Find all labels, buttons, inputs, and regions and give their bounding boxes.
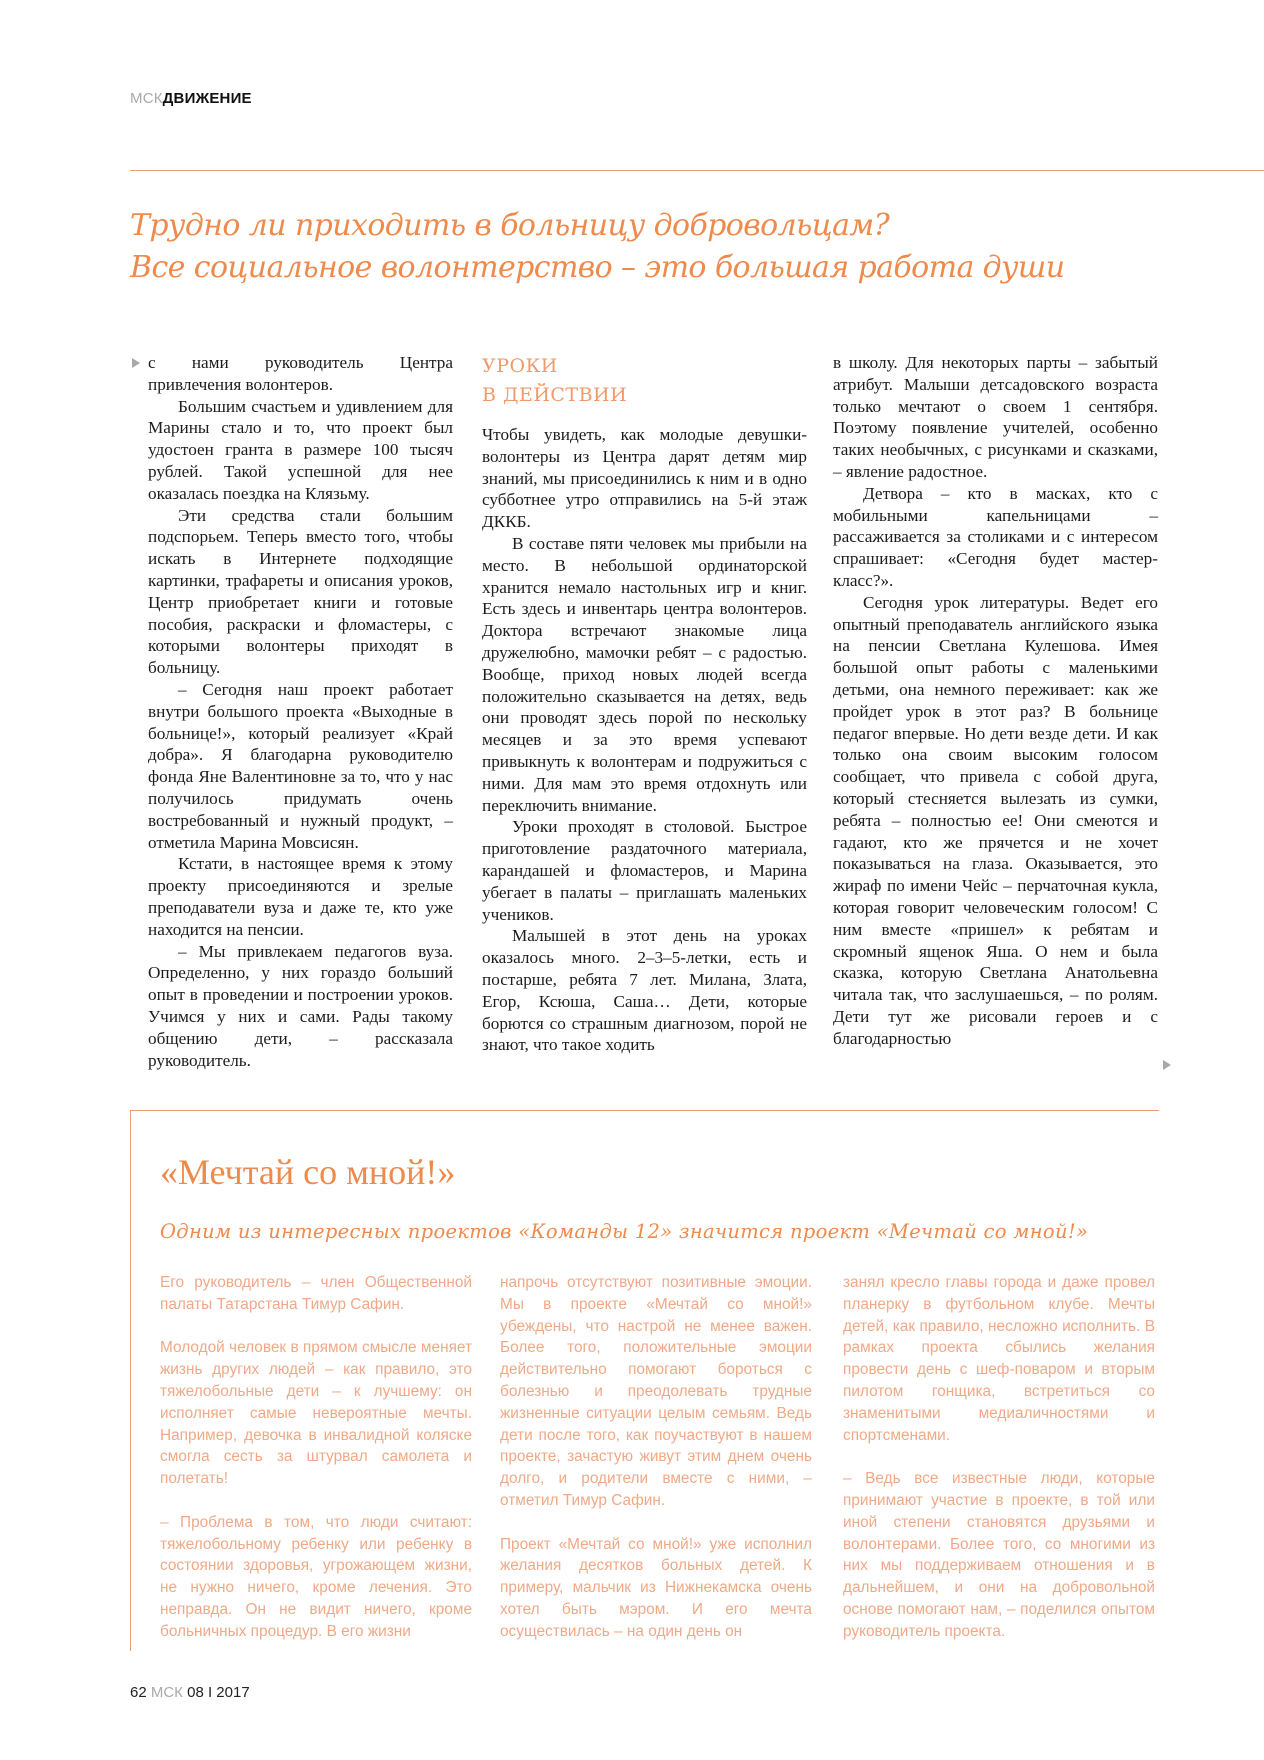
paragraph: Большим счастьем и удивлением для Марины стало и то, что проект был удостоен гранта в размере 100 тысяч рублей. Такой успешной для нее оказалась поездка на Клязьму. xyxy=(148,396,453,503)
paragraph: – Ведь все известные люди, которые принимают участие в проекте, в той или иной степени становятся друзьями и волонтерами. Более того, со многими из них мы поддерживаем отношения и в дальнейшем, и они на добровольной основе помогают нам, – поделился опытом руководитель проекта. xyxy=(843,1470,1155,1640)
issue-date: 08 I 2017 xyxy=(187,1684,250,1701)
headline-line-1: Трудно ли приходить в больницу добровольцам? xyxy=(130,208,890,243)
section-prefix: МСК xyxy=(130,90,163,107)
subheading-line-1: УРОКИ xyxy=(482,355,558,377)
sidebar-box-title: «Мечтай со мной!» xyxy=(160,1152,456,1192)
paragraph: В составе пяти человек мы прибыли на место. В небольшой ординаторской хранится немало настольных игр и книг. Есть здесь и инвентарь центра волонтеров. Доктора встречают знакомые лица дружелюбно, мамочки ребят – с радостью. Вообще, приход новых людей всегда положительно сказывается на детях, ведь они проводят здесь порой по нескольку месяцев и за это время успевают привыкнуть к волонтерам и подружиться с ними. Для мам это время отдохнуть или переключить внимание. xyxy=(482,533,807,815)
subheading-line-2: В ДЕЙСТВИИ xyxy=(482,384,628,406)
paragraph: Проект «Мечтай со мной!» уже исполнил желания десятков больных детей. К примеру, мальчик из Нижнекамска очень хотел быть мэром. И его мечта осуществилась – на один день он xyxy=(500,1535,812,1640)
sidebar-column-3 xyxy=(843,1272,1155,1664)
paragraph: – Сегодня наш проект работает внутри большого проекта «Выходные в больнице!», который реализует «Край добра». Я благодарна руководителю фонда Яне Валентиновне за то, что у нас получилось придумать очень востребованный и нужный продукт, – отметила Марина Мовсисян. xyxy=(148,679,453,852)
paragraph: в школу. Для некоторых парты – забытый атрибут. Малыши детсадовского возраста только мечтают о своем 1 сентября. Поэтому появление учителей, особенно таких необычных, с рисунками и сказками, – явление радостное. xyxy=(833,353,1158,481)
section-name: ДВИЖЕНИЕ xyxy=(162,90,252,107)
continued-from-arrow-icon xyxy=(132,358,140,368)
section-subheading xyxy=(482,352,807,410)
page-number: 62 xyxy=(130,1684,147,1701)
paragraph: занял кресло главы города и даже провел планерку в футбольном клубе. Мечты детей, как правило, несложно исполнить. В рамках проекта сбылись желания провести день с шеф-поваром и вторым пилотом гонщика, встретиться со знаменитыми медиаличностями и спортсменами. xyxy=(843,1274,1155,1444)
paragraph: Эти средства стали большим подспорьем. Теперь вместо того, чтобы искать в Интернете подходящие картинки, трафареты и описания уроков, Центр приобретает книги и готовые пособия, раскраски и фломастеры, с которыми волонтеры приходят в больницу. xyxy=(148,505,453,678)
sidebar-column-1 xyxy=(160,1272,472,1664)
paragraph: с нами руководитель Центра привлечения волонтеров. xyxy=(148,353,453,394)
paragraph: – Мы привлекаем педагогов вуза. Определенно, у них гораздо больший опыт в проведении и построении уроков. Учимся у них и сами. Рады такому общению дети, – рассказала руководитель. xyxy=(148,941,453,1070)
top-divider xyxy=(130,170,1264,171)
paragraph: Кстати, в настоящее время к этому проекту присоединяются и зрелые преподаватели вуза и даже те, кто уже находится на пенсии. xyxy=(148,854,453,939)
paragraph: Молодой человек в прямом смысле меняет жизнь других людей – как правило, это тяжелобольные дети – к лучшему: он исполняет самые невероятные мечты. Например, девочка в инвалидной коляске смогла сесть за штурвал самолета и полетать! xyxy=(160,1339,472,1488)
paragraph: – Проблема в том, что люди считают: тяжелобольному ребенку или ребенку в состоянии здоровья, угрожающем жизни, не нужно ничего, кроме лечения. Это неправда. Он не видит ничего, кроме больничных процедур. В его жизни xyxy=(160,1513,472,1640)
article-column-1 xyxy=(148,352,453,1071)
sidebar-box-lede: Одним из интересных проектов «Команды 12» значится проект «Мечтай со мной!» xyxy=(160,1220,1089,1243)
paragraph: Детвора – кто в масках, кто с мобильными капельницами – рассаживается за столиками и с интересом спрашивает: «Сегодня будет мастер-класс?». xyxy=(833,483,1158,590)
page-footer xyxy=(130,1684,250,1701)
paragraph: Его руководитель – член Общественной палаты Татарстана Тимур Сафин. xyxy=(160,1274,472,1313)
section-tag xyxy=(130,90,252,107)
headline-line-2: Все социальное волонтерство – это большая работа души xyxy=(130,250,1065,285)
paragraph: Малышей в этот день на уроках оказалось много. 2–3–5-летки, есть и постарше, ребята 7 лет. Милана, Злата, Егор, Ксюша, Саша… Дети, которые борются со страшным диагнозом, порой не знают, что такое ходить xyxy=(482,926,807,1055)
article-column-3 xyxy=(833,352,1158,1050)
article-column-2 xyxy=(482,352,807,1056)
paragraph: Уроки проходят в столовой. Быстрое приготовление раздаточного материала, карандашей и фломастеров, и Марина убегает в палаты – приглашать маленьких учеников. xyxy=(482,817,807,924)
paragraph: Чтобы увидеть, как молодые девушки-волонтеры из Центра дарят детям мир знаний, мы присоединились к ним и в одно субботнее утро отправились на 5-й этаж ДККБ. xyxy=(482,425,807,532)
magazine-name: МСК xyxy=(150,1684,183,1701)
headline xyxy=(130,205,1180,289)
paragraph: напрочь отсутствуют позитивные эмоции. Мы в проекте «Мечтай со мной!» убеждены, что настрой не менее важен. Более того, положительные эмоции действительно помогают бороться с болезнью и преодолевать трудные жизненные ситуации целым семьям. Ведь дети после того, как поучаствуют в нашем проекте, зачастую живут этим днем очень долго, и родители вместе с ними, – отметил Тимур Сафин. xyxy=(500,1274,812,1509)
continued-on-arrow-icon xyxy=(1163,1060,1171,1070)
sidebar-column-2 xyxy=(500,1272,812,1664)
paragraph: Сегодня урок литературы. Ведет его опытный преподаватель английского языка на пенсии Светлана Кулешова. Имея большой опыт работы с маленькими детьми, она немного переживает: как же пройдет урок в этот раз? В больнице педагог впервые. Но дети везде дети. И как только она своим высоким голосом сообщает, что привела с собой друга, который стесняется вылезать из сумки, ребята – полностью ее! Они смеются и гадают, кто же прячется и не хочет показываться на глаза. Оказывается, это жираф по имени Чейс – перчаточная кукла, которая говорит человеческим голосом! С ним вместе «пришел» к ребятам и скромный ященок Яша. О нем и была сказка, которую Светлана Анатольевна читала так, что заслушаешься, – по ролям. Дети тут же рисовали героев и с благодарностью xyxy=(833,592,1158,1048)
